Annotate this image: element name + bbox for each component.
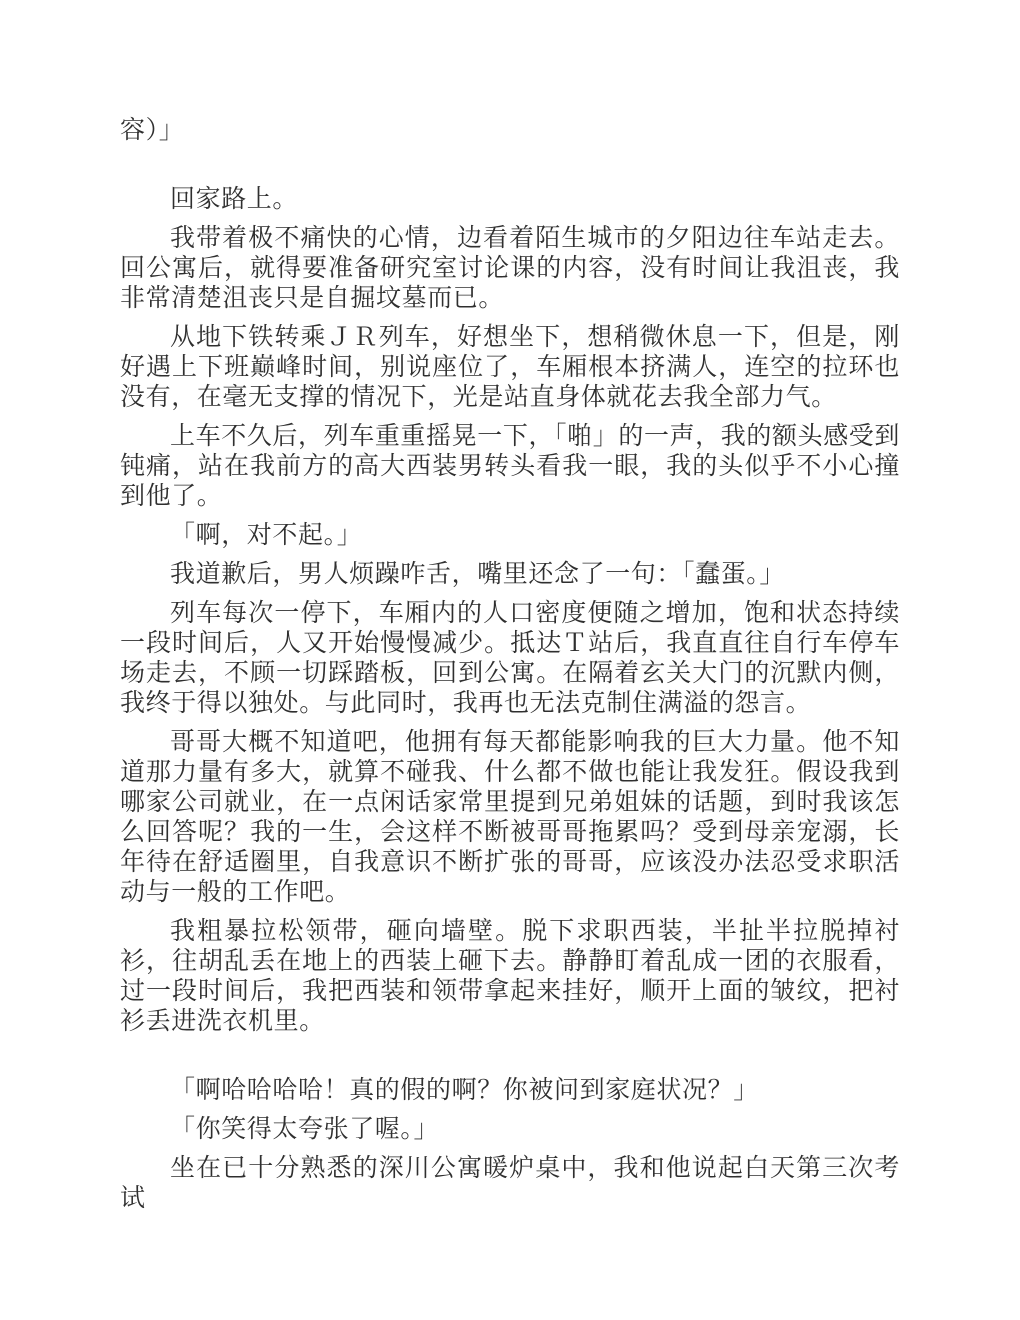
- paragraph-dialogue: 「啊，对不起。」: [170, 522, 363, 549]
- paragraph-continuation: 容）」: [120, 117, 185, 144]
- text-block: [120, 116, 900, 1223]
- paragraph: 坐在已十分熟悉的深川公寓暖炉桌中，我和他说起白天第三次考试: [120, 1155, 900, 1212]
- paragraph: 我粗暴拉松领带，砸向墙壁。脱下求职西装，半扯半拉脱掉衬衫，往胡乱丢在地上的西装上砸下去。静静盯着乱成一团的衣服看，过一段时间后，我把西装和领带拿起来挂好，顺开上面的皱纹，把衬衫丢进洗衣机里。: [120, 918, 900, 1035]
- scene-break: [120, 1046, 900, 1076]
- paragraph: 上车不久后，列车重重摇晃一下，「啪」的一声，我的额头感受到钝痛，站在我前方的高大西装男转头看我一眼，我的头似乎不小心撞到他了。: [120, 423, 900, 510]
- scene-break: [120, 155, 900, 185]
- paragraph: 列车每次一停下，车厢内的人口密度便随之增加，饱和状态持续一段时间后，人又开始慢慢减少。抵达Ｔ站后，我直直往自行车停车场走去，不顾一切踩踏板，回到公寓。在隔着玄关大门的沉默内侧，我终于得以独处。与此同时，我再也无法克制住满溢的怨言。: [120, 600, 900, 717]
- paragraph: 我道歉后，男人烦躁咋舌，嘴里还念了一句：「蠢蛋。」: [170, 561, 786, 588]
- paragraph: 哥哥大概不知道吧，他拥有每天都能影响我的巨大力量。他不知道那力量有多大，就算不碰我、什么都不做也能让我发狂。假设我到哪家公司就业，在一点闲话家常里提到兄弟姐妹的话题，到时我该怎么回答呢？我的一生，会这样不断被哥哥拖累吗？受到母亲宠溺，长年待在舒适圈里，自我意识不断扩张的哥哥，应该没办法忍受求职活动与一般的工作吧。: [120, 729, 900, 906]
- paragraph-dialogue: 「你笑得太夸张了喔。」: [170, 1116, 440, 1143]
- paragraph: 从地下铁转乘ＪＲ列车，好想坐下，想稍微休息一下，但是，刚好遇上下班巅峰时间，别说座位了，车厢根本挤满人，连空的拉环也没有，在毫无支撑的情况下，光是站直身体就花去我全部力气。: [120, 324, 900, 411]
- paragraph: 回家路上。: [170, 186, 299, 213]
- paragraph: 我带着极不痛快的心情，边看着陌生城市的夕阳边往车站走去。回公寓后，就得要准备研究室讨论课的内容，没有时间让我沮丧，我非常清楚沮丧只是自掘坟墓而已。: [120, 225, 900, 312]
- paragraph-dialogue: 「啊哈哈哈哈！真的假的啊？你被问到家庭状况？」: [170, 1077, 759, 1104]
